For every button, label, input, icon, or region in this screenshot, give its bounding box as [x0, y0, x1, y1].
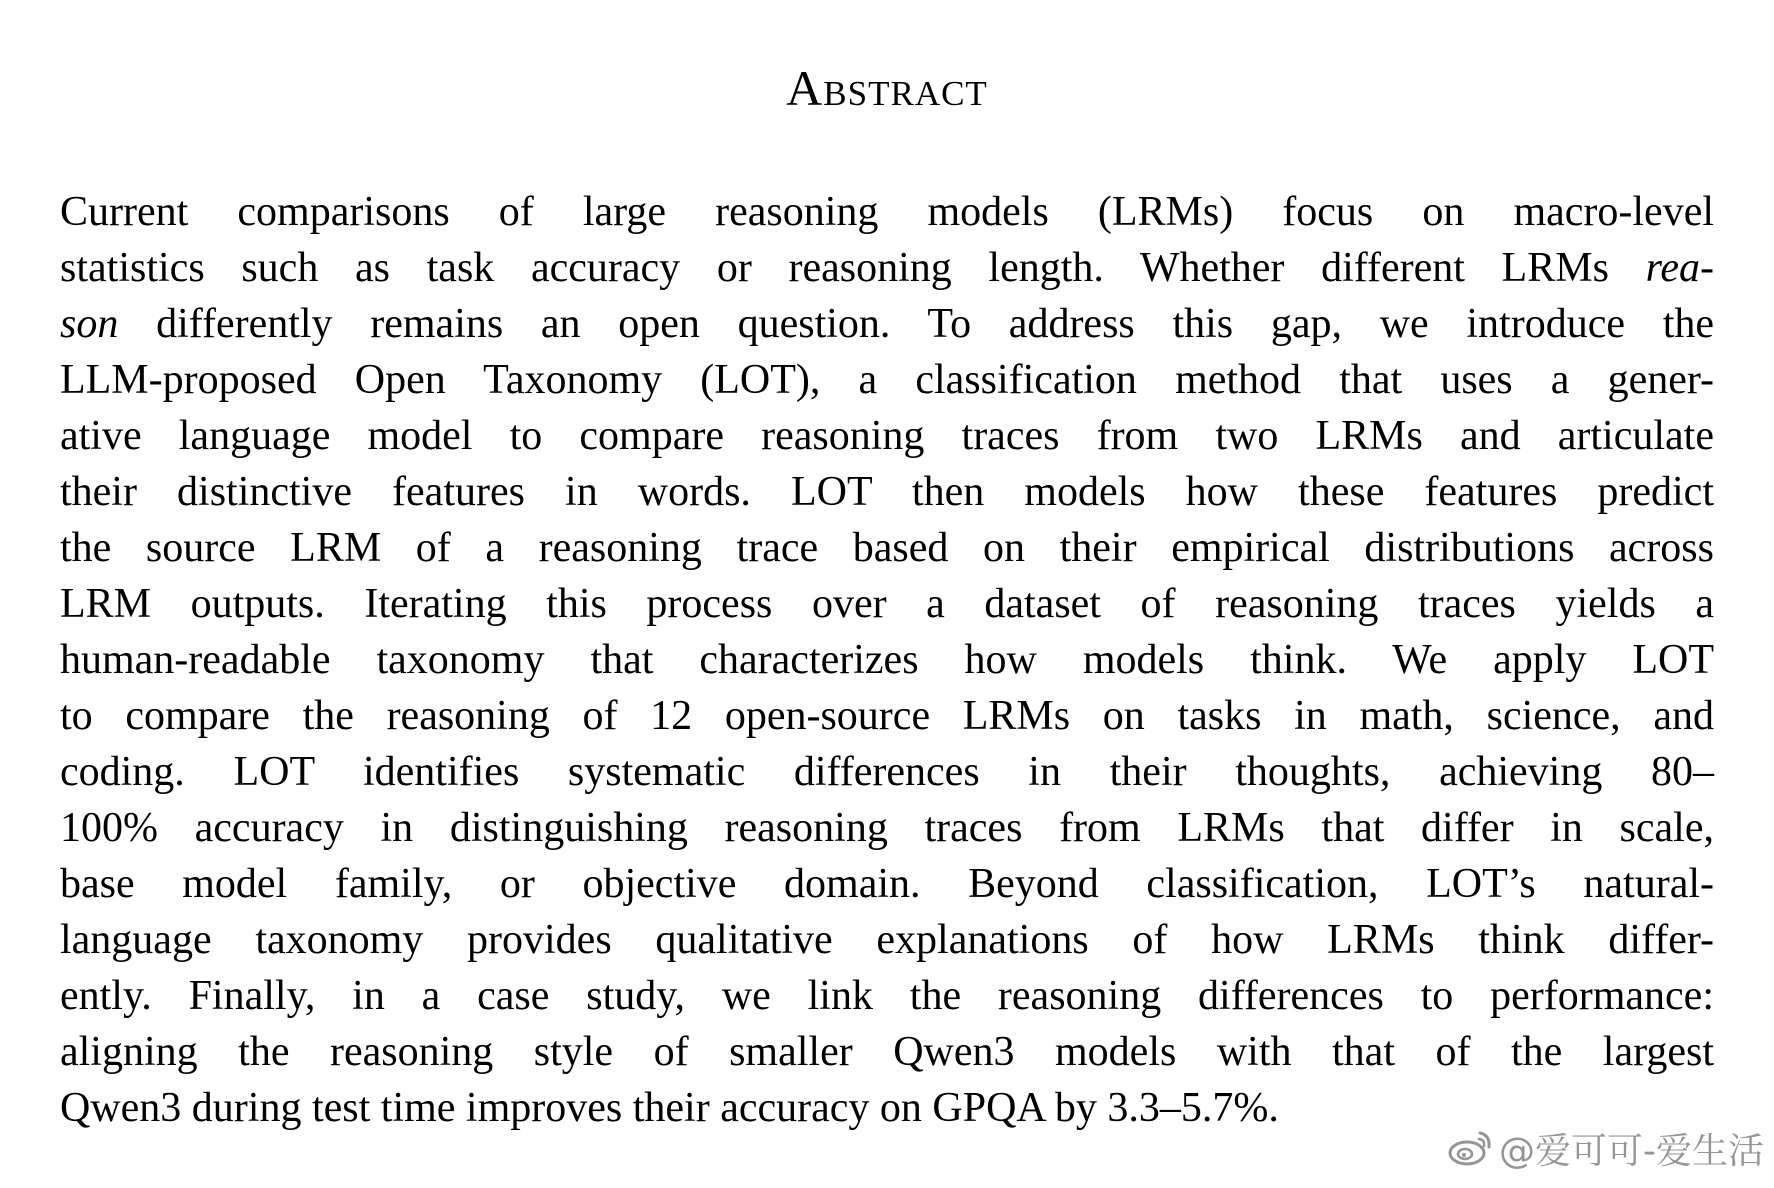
- abstract-line: [60, 1024, 1714, 1080]
- abstract-text: Current comparisons of large reasoning models (LRMs) focus on macro-level: [60, 189, 1714, 235]
- abstract-text: their distinctive features in words. LOT then models how these features predict: [60, 469, 1714, 515]
- abstract-line: [60, 856, 1714, 912]
- abstract-line: [60, 184, 1714, 240]
- abstract-text: language taxonomy provides qualitative explanations of how LRMs think differ-: [60, 917, 1714, 963]
- abstract-line: [60, 576, 1714, 632]
- weibo-icon: [1447, 1127, 1493, 1176]
- abstract-line: [60, 352, 1714, 408]
- abstract-italic-text: rea-: [1645, 245, 1714, 291]
- abstract-text: LLM-proposed Open Taxonomy (LOT), a classification method that uses a gener-: [60, 357, 1714, 403]
- abstract-line: [60, 240, 1714, 296]
- abstract-line: [60, 912, 1714, 968]
- abstract-line: [60, 800, 1714, 856]
- abstract-text: aligning the reasoning style of smaller Qwen3 models with that of the largest: [60, 1029, 1714, 1075]
- abstract-text: ently. Finally, in a case study, we link the reasoning differences to performance:: [60, 973, 1714, 1019]
- abstract-heading: Abstract: [786, 60, 988, 116]
- abstract-text: human-readable taxonomy that characterizes how models think. We apply LOT: [60, 637, 1714, 683]
- abstract-line: [60, 632, 1714, 688]
- abstract-line: [60, 296, 1714, 352]
- abstract-line: [60, 968, 1714, 1024]
- abstract-text: differently remains an open question. To address this gap, we introduce the: [118, 301, 1714, 347]
- watermark-text: @爱可可-爱生活: [1499, 1130, 1764, 1172]
- abstract-text: 100% accuracy in distinguishing reasoning traces from LRMs that differ in scale,: [60, 805, 1714, 851]
- abstract-text: the source LRM of a reasoning trace based on their empirical distributions across: [60, 525, 1714, 571]
- abstract-text: Qwen3 during test time improves their accuracy on GPQA by 3.3–5.7%.: [60, 1085, 1279, 1131]
- abstract-line: [60, 408, 1714, 464]
- abstract-text: to compare the reasoning of 12 open-source LRMs on tasks in math, science, and: [60, 693, 1714, 739]
- abstract-line: [60, 744, 1714, 800]
- abstract-text: base model family, or objective domain. Beyond classification, LOT’s natural-: [60, 861, 1714, 907]
- abstract-text: LRM outputs. Iterating this process over a dataset of reasoning traces yields a: [60, 581, 1714, 627]
- abstract-text: coding. LOT identifies systematic differences in their thoughts, achieving 80–: [60, 749, 1714, 795]
- abstract-text: statistics such as task accuracy or reasoning length. Whether different LRMs: [60, 245, 1646, 291]
- watermark: [1447, 1127, 1764, 1176]
- abstract-body: [60, 184, 1714, 1136]
- abstract-line: [60, 520, 1714, 576]
- abstract-line: [60, 464, 1714, 520]
- abstract-text: ative language model to compare reasoning traces from two LRMs and articulate: [60, 413, 1714, 459]
- abstract-italic-text: son: [60, 301, 119, 347]
- abstract-line: [60, 688, 1714, 744]
